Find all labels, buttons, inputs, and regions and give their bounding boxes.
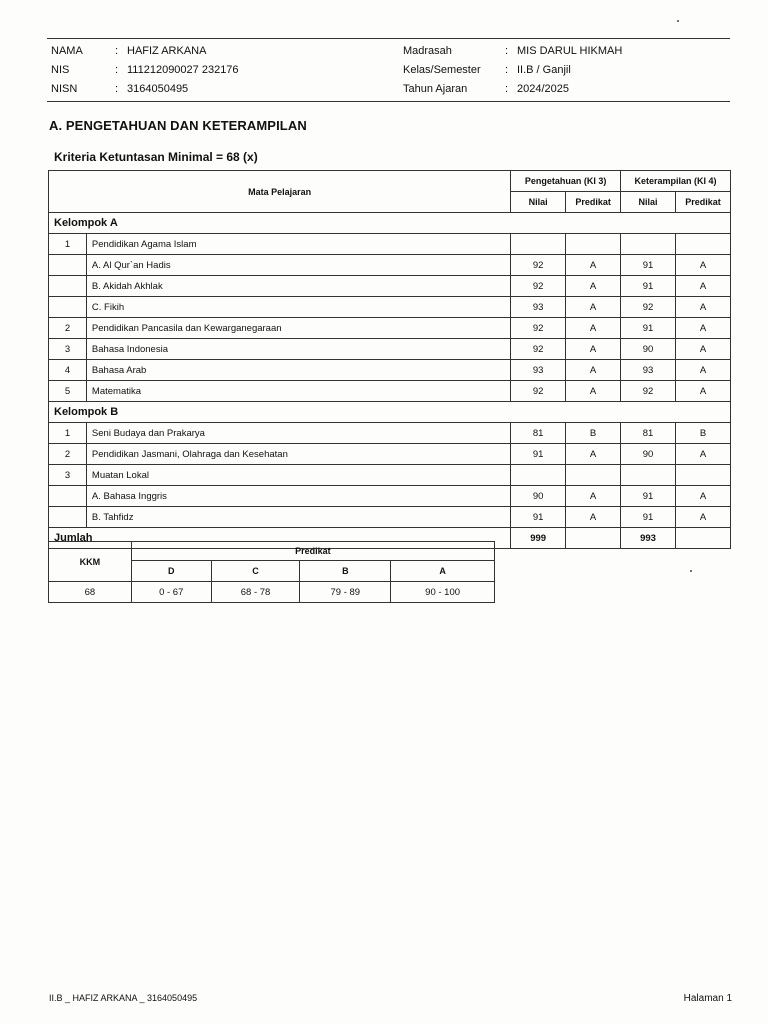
predikat-ki3: A [566,255,621,276]
predikat-label: Predikat [131,542,494,561]
subject-name: Pendidikan Agama Islam [86,234,510,255]
student-info-header [47,38,730,102]
total-ki4: 993 [621,528,676,549]
footer-page-number: Halaman 1 [683,993,732,1004]
range-d: 0 - 67 [131,582,211,603]
label-nisn: NISN [51,83,78,95]
table-row [49,465,731,486]
label-nis: NIS [51,64,70,76]
kkm-label: KKM [49,542,132,582]
kkm-value: 68 [49,582,132,603]
nilai-ki3 [511,465,566,486]
header-predikat-ki3: Predikat [566,192,621,213]
group-row [49,402,731,423]
label-nama: NAMA [51,45,83,57]
nilai-ki4: 81 [621,423,676,444]
predikat-ki4: A [676,318,731,339]
subject-name: A. Al Qur`an Hadis [86,255,510,276]
subject-name: Pendidikan Jasmani, Olahraga dan Kesehatan [86,444,510,465]
label-madrasah: Madrasah [403,45,452,57]
header-subject: Mata Pelajaran [49,171,511,213]
nilai-ki3: 92 [511,381,566,402]
table-row [49,234,731,255]
row-number: 4 [49,360,87,381]
predikat-ki3: A [566,381,621,402]
nilai-ki3: 92 [511,276,566,297]
row-number [49,255,87,276]
table-row [49,297,731,318]
row-number: 3 [49,339,87,360]
nilai-ki4: 92 [621,297,676,318]
nilai-ki4: 93 [621,360,676,381]
grades-table [48,170,731,549]
subject-name: Muatan Lokal [86,465,510,486]
subject-name: Pendidikan Pancasila dan Kewarganegaraan [86,318,510,339]
colon: : [115,64,119,76]
group-label: Kelompok A [49,213,731,234]
predikat-ki3 [566,234,621,255]
subject-name: Seni Budaya dan Prakarya [86,423,510,444]
grade-a: A [391,561,495,582]
row-number [49,486,87,507]
nilai-ki3: 90 [511,486,566,507]
nilai-ki4: 91 [621,318,676,339]
value-tahun: 2024/2025 [517,83,569,95]
nilai-ki4 [621,465,676,486]
row-number: 1 [49,423,87,444]
range-c: 68 - 78 [211,582,300,603]
table-row [49,360,731,381]
predikat-ki4: A [676,381,731,402]
table-row [49,318,731,339]
predikat-ki4: A [676,255,731,276]
subject-name: B. Tahfidz [86,507,510,528]
table-row [49,255,731,276]
predikat-ki3: A [566,444,621,465]
predikat-ki3: A [566,318,621,339]
nilai-ki4: 91 [621,507,676,528]
predikat-ki4: A [676,507,731,528]
label-tahun: Tahun Ajaran [403,83,468,95]
value-nis: 111212090027 232176 [127,64,239,76]
header-nilai-ki4: Nilai [621,192,676,213]
table-row [49,486,731,507]
nilai-ki3: 91 [511,507,566,528]
footer-left: II.B _ HAFIZ ARKANA _ 3164050495 [49,993,198,1003]
predikat-ki3: A [566,507,621,528]
header-predikat-ki4: Predikat [676,192,731,213]
subject-name: Bahasa Indonesia [86,339,510,360]
scan-speck [677,20,679,22]
row-number [49,297,87,318]
row-number: 2 [49,318,87,339]
predikat-ki3 [566,465,621,486]
value-nisn: 3164050495 [127,83,189,95]
label-kelas: Kelas/Semester [403,64,481,76]
row-number: 1 [49,234,87,255]
predikat-ki4 [676,234,731,255]
predikat-ki4: A [676,486,731,507]
colon: : [505,83,509,95]
nilai-ki4: 90 [621,339,676,360]
scan-speck [690,570,692,572]
colon: : [115,83,119,95]
colon: : [505,64,509,76]
predikat-ki4: A [676,276,731,297]
predikat-ki4: A [676,360,731,381]
nilai-ki3: 92 [511,339,566,360]
predikat-ki3: A [566,360,621,381]
colon: : [505,45,509,57]
table-row [49,507,731,528]
grade-d: D [131,561,211,582]
header-nilai-ki3: Nilai [511,192,566,213]
nilai-ki3: 92 [511,255,566,276]
predikat-ki4: B [676,423,731,444]
row-number: 3 [49,465,87,486]
range-a: 90 - 100 [391,582,495,603]
nilai-ki3: 91 [511,444,566,465]
nilai-ki3: 92 [511,318,566,339]
row-number [49,276,87,297]
group-label: Kelompok B [49,402,731,423]
total-label: Jumlah [49,528,511,549]
range-b: 79 - 89 [300,582,391,603]
empty-cell [566,528,621,549]
kkm-table [48,541,495,603]
colon: : [115,45,119,57]
value-kelas: II.B / Ganjil [517,64,571,76]
row-number: 2 [49,444,87,465]
value-nama: HAFIZ ARKANA [127,45,207,57]
nilai-ki4: 91 [621,276,676,297]
row-number: 5 [49,381,87,402]
predikat-ki3: A [566,297,621,318]
nilai-ki4: 90 [621,444,676,465]
nilai-ki3: 81 [511,423,566,444]
header-ki3: Pengetahuan (KI 3) [511,171,621,192]
grade-c: C [211,561,300,582]
header-ki4: Keterampilan (KI 4) [621,171,731,192]
section-title: A. PENGETAHUAN DAN KETERAMPILAN [49,118,307,133]
subject-name: C. Fikih [86,297,510,318]
predikat-ki3: A [566,339,621,360]
kkm-title: Kriteria Ketuntasan Minimal = 68 (x) [54,150,258,164]
table-row [49,381,731,402]
nilai-ki3 [511,234,566,255]
subject-name: B. Akidah Akhlak [86,276,510,297]
row-number [49,507,87,528]
subject-name: Bahasa Arab [86,360,510,381]
table-row [49,276,731,297]
table-row [49,423,731,444]
predikat-ki3: A [566,276,621,297]
value-madrasah: MIS DARUL HIKMAH [517,45,623,57]
nilai-ki3: 93 [511,297,566,318]
nilai-ki3: 93 [511,360,566,381]
total-ki3: 999 [511,528,566,549]
subject-name: Matematika [86,381,510,402]
nilai-ki4: 92 [621,381,676,402]
predikat-ki3: A [566,486,621,507]
group-row [49,213,731,234]
empty-cell [676,528,731,549]
predikat-ki4: A [676,297,731,318]
nilai-ki4 [621,234,676,255]
table-row [49,339,731,360]
table-row [49,444,731,465]
predikat-ki4 [676,465,731,486]
predikat-ki3: B [566,423,621,444]
nilai-ki4: 91 [621,255,676,276]
predikat-ki4: A [676,339,731,360]
header-row [49,171,731,192]
predikat-ki4: A [676,444,731,465]
nilai-ki4: 91 [621,486,676,507]
subject-name: A. Bahasa Inggris [86,486,510,507]
grade-b: B [300,561,391,582]
